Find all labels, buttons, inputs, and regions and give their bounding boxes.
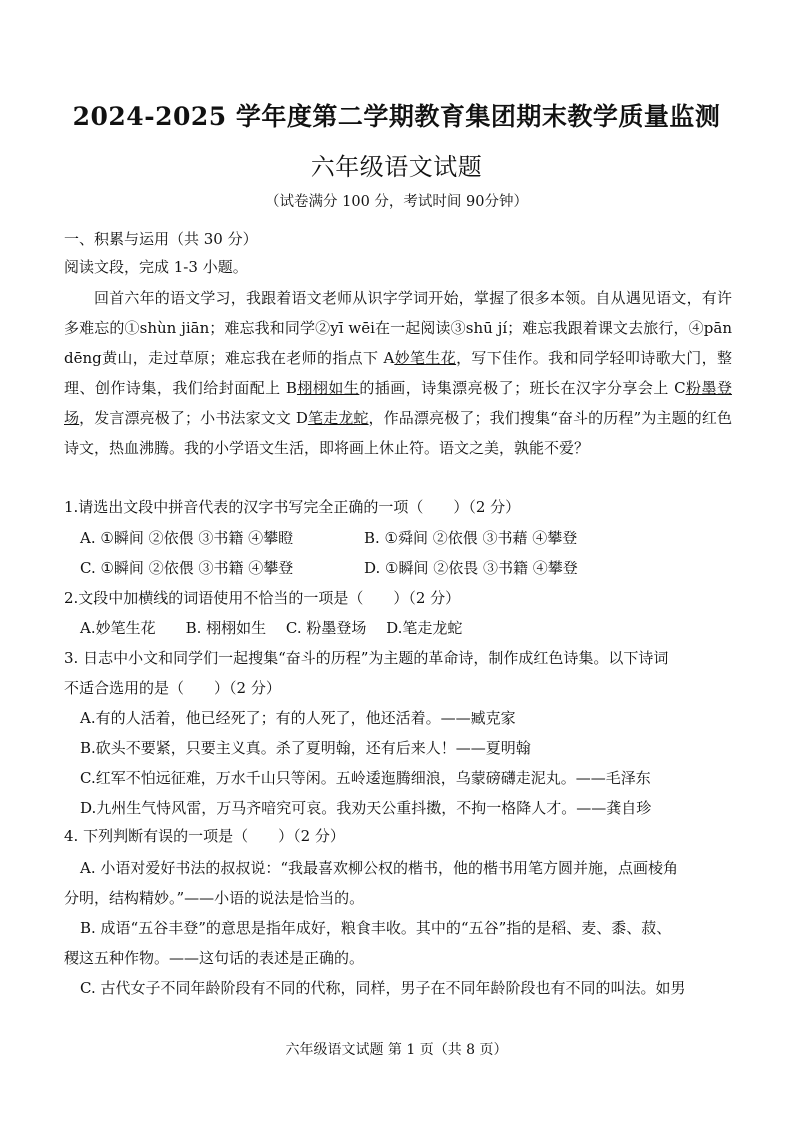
section-heading: 一、积累与运用（共 30 分） [64, 230, 258, 248]
question-4-option-a-line-2: 分明，结构精妙。”——小语的说法是恰当的。 [64, 889, 365, 907]
question-2-options: A.妙笔生花 B. 栩栩如生 C. 粉墨登场 D.笔走龙蛇 [80, 619, 463, 637]
underlined-phrase-c: 粉墨登场 [64, 379, 732, 427]
question-4-option-a-line-1: A. 小语对爱好书法的叔叔说：“我最喜欢柳公权的楷书，他的楷书用笔方圆并施，点画棱角 [80, 859, 679, 877]
question-3-option-d: D.九州生气恃风雷，万马齐喑究可哀。我劝天公重抖擞，不拘一格降人才。——龚自珍 [80, 799, 652, 817]
underlined-phrase-d: 笔走龙蛇 [307, 409, 369, 427]
question-3-option-b: B.砍头不要紧，只要主义真。杀了夏明翰，还有后来人！——夏明翰 [80, 739, 531, 757]
question-3-stem-line-1: 3. 日志中小文和同学们一起搜集“奋斗的历程”为主题的革命诗，制作成红色诗集。以下诗词 [64, 649, 669, 667]
question-3-stem-line-2: 不适合选用的是（ ）（2 分） [64, 679, 281, 697]
page-footer: 六年级语文试题 第 1 页（共 8 页） [285, 1042, 508, 1058]
exam-note: （试卷满分 100 分，考试时间 90分钟） [265, 194, 528, 210]
question-4-option-b-line-1: B. 成语“五谷丰登”的意思是指年成好，粮食丰收。其中的“五谷”指的是稻、麦、黍、菽、 [80, 919, 672, 937]
question-3-option-a: A.有的人活着，他已经死了；有的人死了，他还活着。——臧克家 [80, 709, 516, 727]
passage-text-3: 的插画，诗集漂亮极了；班长在汉字分享会上 C [359, 379, 686, 397]
question-1-option-b: B. ①舜间 ②依偎 ③书藉 ④攀登 [364, 529, 578, 547]
exam-title: 2024-2025 学年度第二学期教育集团期末教学质量监测 [72, 102, 721, 131]
passage-text-1: 回首六年的语文学习，我跟着语文老师从识字学词开始，掌握了很多本领。自从遇见语文，有许多难忘的①shùn jiān；难忘我和同学②yī wēi在一起阅读③shū jí；难忘我跟着课文去旅行，④pān dēng黄山，走过草原；难忘我在老师的指点下 A [64, 289, 732, 367]
question-2-stem: 2.文段中加横线的词语使用不恰当的一项是（ ）（2 分） [64, 589, 461, 607]
section-instruction: 阅读文段，完成 1-3 小题。 [64, 258, 248, 276]
reading-passage [64, 283, 732, 463]
underlined-phrase-a: 妙笔生花 [394, 349, 457, 367]
question-3-option-c: C.红军不怕远征难，万水千山只等闲。五岭逶迤腾细浪，乌蒙磅礴走泥丸。——毛泽东 [80, 769, 651, 787]
underlined-phrase-b: 栩栩如生 [296, 379, 360, 397]
question-1-stem: 1.请选出文段中拼音代表的汉字书写完全正确的一项（ ）（2 分） [64, 498, 521, 516]
question-1-option-a: A. ①瞬间 ②依偎 ③书籍 ④攀瞪 [80, 529, 294, 547]
passage-text-5: ，作品漂亮极了；我们搜集“奋斗的历程”为主题的红色诗文，热血沸腾。我的小学语文生活，即将画上休止符。语文之美，孰能不爱？ [64, 409, 732, 457]
exam-subtitle: 六年级语文试题 [310, 153, 483, 181]
question-1-option-d: D. ①瞬间 ②依畏 ③书籍 ④攀登 [364, 559, 578, 577]
question-1-option-c: C. ①瞬间 ②依偎 ③书籍 ④攀登 [80, 559, 294, 577]
question-4-stem: 4. 下列判断有误的一项是（ ）（2 分） [64, 827, 345, 845]
passage-text-2: ，写下佳作。我和同学轻叩诗歌大门，整理、创作诗集，我们给封面配上 B [64, 349, 732, 397]
question-4-option-c-line-1: C. 古代女子不同年龄阶段有不同的代称，同样，男子在不同年龄阶段也有不同的叫法。如男 [80, 979, 686, 997]
passage-text-4: ，发言漂亮极了；小书法家文文 D [79, 409, 308, 427]
question-4-option-b-line-2: 稷这五种作物。——这句话的表述是正确的。 [64, 949, 365, 967]
